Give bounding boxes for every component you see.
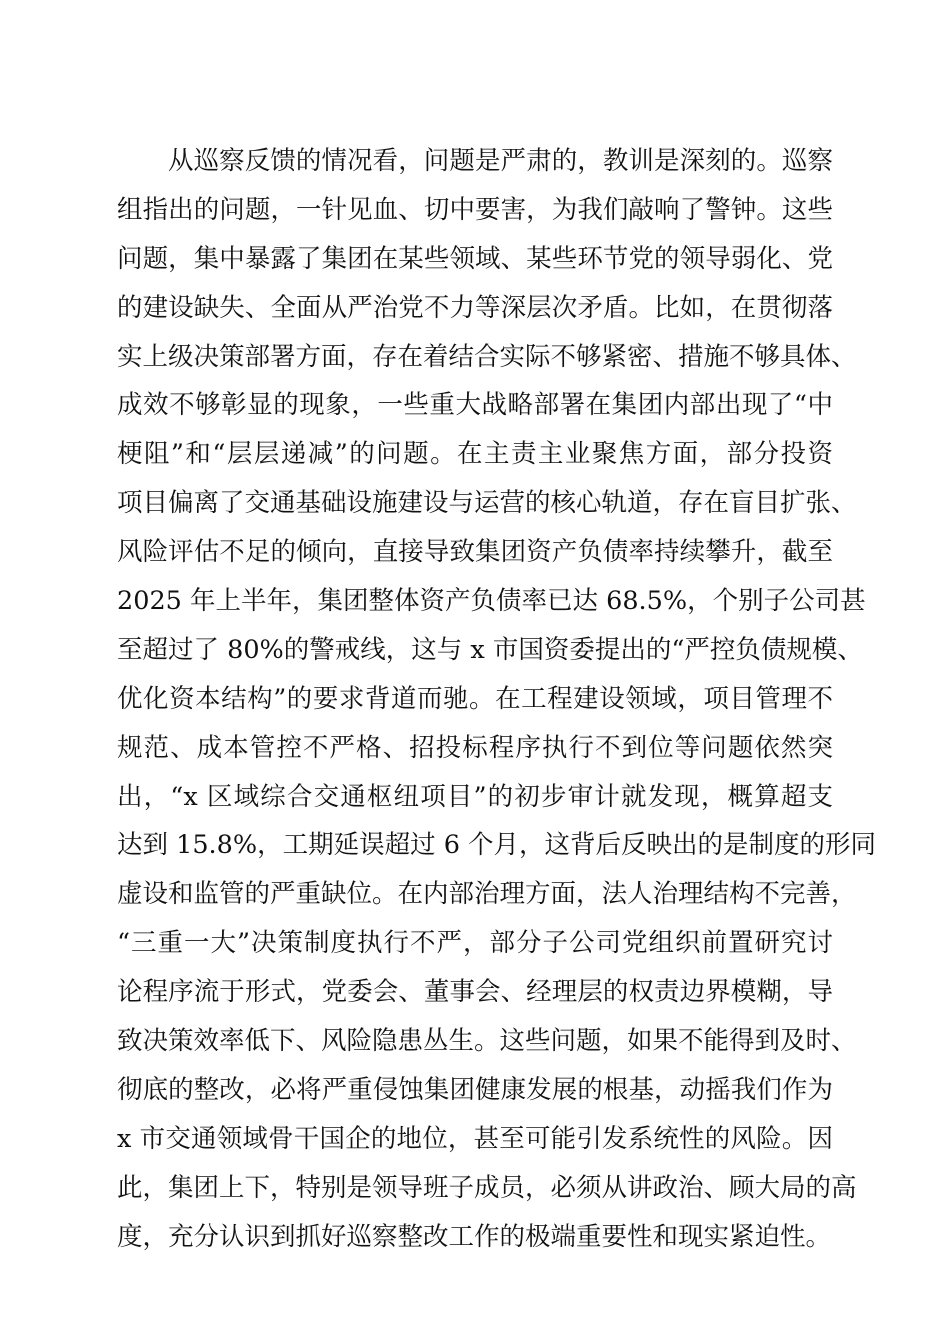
paragraph-line: 致决策效率低下、风险隐患丛生。这些问题，如果不能得到及时、 <box>117 1026 857 1057</box>
paragraph-line: 优化资本结构”的要求背道而驰。在工程建设领域，项目管理不 <box>117 683 833 714</box>
paragraph-line: 的建设缺失、全面从严治党不力等深层次矛盾。比如，在贯彻落 <box>117 292 833 323</box>
paragraph-line: 至超过了 80%的警戒线，这与 x 市国资委提出的“严控负债规模、 <box>117 634 863 665</box>
paragraph-line: 虚设和监管的严重缺位。在内部治理方面，法人治理结构不完善， <box>117 879 857 910</box>
paragraph-line: x 市交通领域骨干国企的地位，甚至可能引发系统性的风险。因 <box>117 1123 833 1154</box>
paragraph-line: 实上级决策部署方面，存在着结合实际不够紧密、措施不够具体、 <box>117 341 857 372</box>
paragraph-line: 度，充分认识到抓好巡察整改工作的极端重要性和现实紧迫性。 <box>117 1221 832 1252</box>
paragraph-line: 从巡察反馈的情况看，问题是严肃的，教训是深刻的。巡察 <box>168 146 833 176</box>
body-paragraph <box>117 137 877 1261</box>
paragraph-line: 规范、成本管控不严格、招投标程序执行不到位等问题依然突 <box>117 732 833 763</box>
paragraph-line: 2025 年上半年，集团整体资产负债率已达 68.5%，个别子公司甚 <box>117 586 866 617</box>
paragraph-line: 风险评估不足的倾向，直接导致集团资产负债率持续攀升，截至 <box>117 537 833 568</box>
paragraph-line: 论程序流于形式，党委会、董事会、经理层的权责边界模糊，导 <box>117 977 833 1008</box>
paragraph-line: 此，集团上下，特别是领导班子成员，必须从讲政治、顾大局的高 <box>117 1172 857 1203</box>
paragraph-line: “三重一大”决策制度执行不严，部分子公司党组织前置研究讨 <box>117 928 833 959</box>
paragraph-line: 组指出的问题，一针见血、切中要害，为我们敲响了警钟。这些 <box>117 194 833 225</box>
paragraph-line: 梗阻”和“层层递减”的问题。在主责主业聚焦方面，部分投资 <box>117 439 833 470</box>
paragraph-line: 项目偏离了交通基础设施建设与运营的核心轨道，存在盲目扩张、 <box>117 488 857 519</box>
paragraph-line: 达到 15.8%，工期延误超过 6 个月，这背后反映出的是制度的形同 <box>117 830 877 861</box>
paragraph-line: 出，“x 区域综合交通枢纽项目”的初步审计就发现，概算超支 <box>117 781 833 812</box>
paragraph-line: 问题，集中暴露了集团在某些领域、某些环节党的领导弱化、党 <box>117 243 833 274</box>
paragraph-line: 彻底的整改，必将严重侵蚀集团健康发展的根基，动摇我们作为 <box>117 1074 833 1105</box>
paragraph-line: 成效不够彰显的现象，一些重大战略部署在集团内部出现了“中 <box>117 390 833 421</box>
